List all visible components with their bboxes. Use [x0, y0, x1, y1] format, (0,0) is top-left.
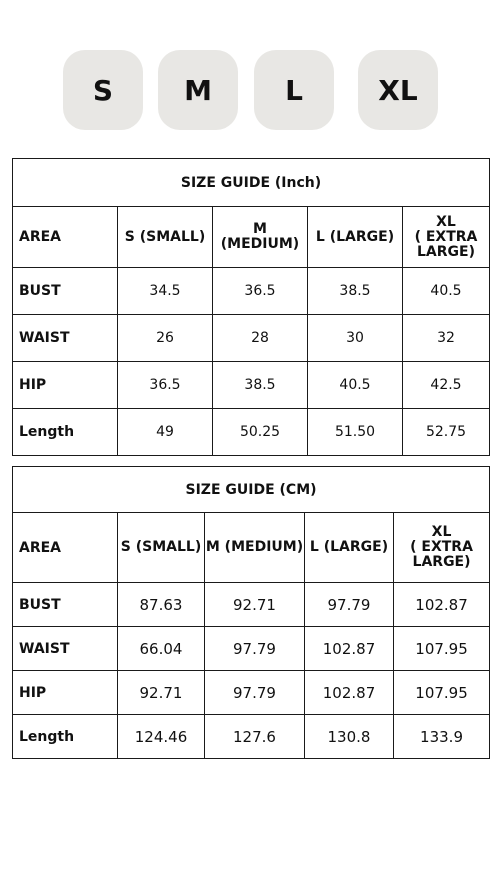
header-large: L (LARGE) [305, 513, 394, 583]
cell-value: 26 [118, 315, 213, 362]
table-header-row [13, 207, 490, 268]
table-row [13, 583, 490, 627]
cell-value: 127.6 [205, 715, 305, 759]
table-title-row [13, 467, 490, 513]
row-label: BUST [13, 268, 118, 315]
cell-value: 107.95 [394, 671, 490, 715]
cell-value: 133.9 [394, 715, 490, 759]
cell-value: 38.5 [213, 362, 308, 409]
size-button-xl[interactable]: XL [358, 50, 438, 130]
cell-value: 51.50 [308, 409, 403, 456]
table-row [13, 671, 490, 715]
table-row [13, 362, 490, 409]
cell-value: 40.5 [403, 268, 490, 315]
cell-value: 130.8 [305, 715, 394, 759]
header-area: AREA [13, 513, 118, 583]
header-small: S (SMALL) [118, 513, 205, 583]
cell-value: 66.04 [118, 627, 205, 671]
size-button-l[interactable]: L [254, 50, 334, 130]
table-header-row [13, 513, 490, 583]
header-small: S (SMALL) [118, 207, 213, 268]
row-label: Length [13, 715, 118, 759]
cell-value: 102.87 [305, 627, 394, 671]
cell-value: 36.5 [213, 268, 308, 315]
header-extra-large: XL ( EXTRA LARGE) [403, 207, 490, 268]
cell-value: 102.87 [394, 583, 490, 627]
cell-value: 107.95 [394, 627, 490, 671]
cell-value: 30 [308, 315, 403, 362]
cell-value: 34.5 [118, 268, 213, 315]
header-medium: M (MEDIUM) [205, 513, 305, 583]
table-title: SIZE GUIDE (CM) [13, 467, 490, 513]
size-selector [0, 50, 500, 130]
cell-value: 52.75 [403, 409, 490, 456]
row-label: WAIST [13, 627, 118, 671]
header-extra-large: XL ( EXTRA LARGE) [394, 513, 490, 583]
row-label: HIP [13, 362, 118, 409]
cell-value: 36.5 [118, 362, 213, 409]
size-button-m[interactable]: M [158, 50, 238, 130]
cell-value: 49 [118, 409, 213, 456]
cell-value: 92.71 [118, 671, 205, 715]
size-button-s[interactable]: S [63, 50, 143, 130]
table-row [13, 715, 490, 759]
row-label: HIP [13, 671, 118, 715]
header-area: AREA [13, 207, 118, 268]
cell-value: 97.79 [205, 627, 305, 671]
cell-value: 38.5 [308, 268, 403, 315]
cell-value: 42.5 [403, 362, 490, 409]
table-row [13, 409, 490, 456]
cell-value: 97.79 [305, 583, 394, 627]
table-title: SIZE GUIDE (Inch) [13, 159, 490, 207]
header-medium: M (MEDIUM) [213, 207, 308, 268]
cell-value: 50.25 [213, 409, 308, 456]
table-row [13, 315, 490, 362]
row-label: Length [13, 409, 118, 456]
table-title-row [13, 159, 490, 207]
size-guide-inch-table [12, 158, 490, 456]
cell-value: 92.71 [205, 583, 305, 627]
cell-value: 102.87 [305, 671, 394, 715]
cell-value: 87.63 [118, 583, 205, 627]
cell-value: 97.79 [205, 671, 305, 715]
cell-value: 28 [213, 315, 308, 362]
cell-value: 40.5 [308, 362, 403, 409]
size-guide-cm-table [12, 466, 490, 759]
header-large: L (LARGE) [308, 207, 403, 268]
cell-value: 124.46 [118, 715, 205, 759]
row-label: BUST [13, 583, 118, 627]
cell-value: 32 [403, 315, 490, 362]
row-label: WAIST [13, 315, 118, 362]
table-row [13, 627, 490, 671]
table-row [13, 268, 490, 315]
